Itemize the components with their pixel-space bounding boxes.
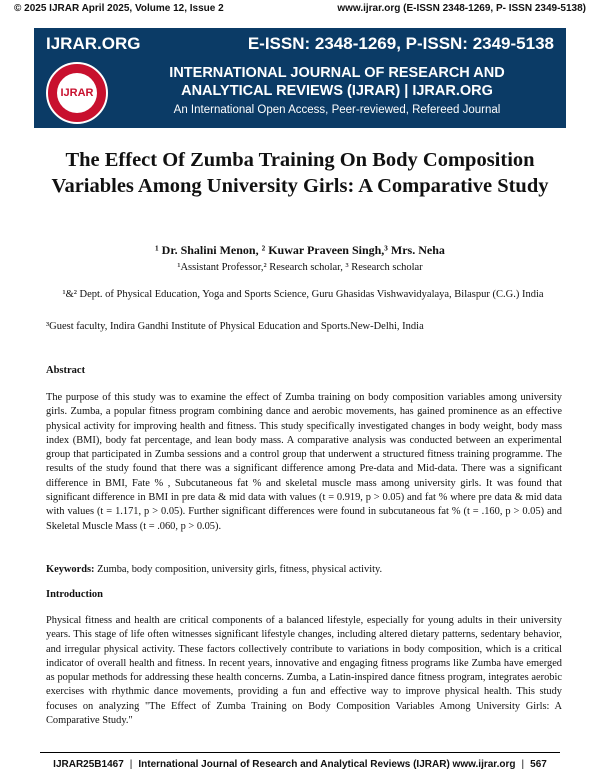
keywords — [46, 563, 562, 577]
page-footer: IJRAR25B1467 | International Journal of Research and Analytical Reviews (IJRAR) www.ijrar.org | 567 — [53, 759, 547, 770]
logo-text: IJRAR — [57, 73, 97, 113]
footer-page-number: 567 — [530, 759, 547, 770]
journal-tagline: An International Open Access, Peer-reviewed, Refereed Journal — [173, 104, 501, 116]
running-header — [14, 3, 586, 14]
introduction-heading: Introduction — [46, 589, 103, 600]
paper-authors: ¹ Dr. Shalini Menon, ² Kuwar Praveen Singh,³ Mrs. Neha — [155, 243, 445, 257]
header-left: © 2025 IJRAR April 2025, Volume 12, Issue 2 — [14, 3, 224, 14]
journal-logo-icon — [46, 62, 108, 124]
abstract-heading: Abstract — [46, 365, 86, 376]
journal-name-line1: INTERNATIONAL JOURNAL OF RESEARCH AND — [169, 65, 505, 81]
author-roles: ¹Assistant Professor,² Research scholar, ³ Research scholar — [177, 262, 423, 273]
journal-name — [118, 64, 556, 100]
keywords-text: Zumba, body composition, university girls, fitness, physical activity. — [94, 564, 383, 575]
keywords-label: Keywords: — [46, 564, 95, 575]
journal-banner — [34, 28, 566, 128]
banner-issn: E-ISSN: 2348-1269, P-ISSN: 2349-5138 — [247, 34, 554, 53]
footer-journal: International Journal of Research and Analytical Reviews (IJRAR) www.ijrar.org — [138, 759, 516, 770]
introduction-text: Physical fitness and health are critical components of a balanced lifestyle, especially for young adults in their university years. This stage of life often witnesses significant lifestyle changes, including altered dietary patterns, sedentary behavior, and irregular physical activity. These factors collectively contribute to variations in body composition, which is a critical indicator of overall health and fitness. In recent years, innovative and engaging fitness programs like Zumba have emerged as popular methods for addressing these health concerns. Zumba, a Latin-inspired dance fitness program, integrates aerobic exercises with rhythmic dance movements, providing a fun and effective way to improve physical health. This study focuses on analyzing "The Effect of Zumba Training on Body Composition Variables Among University Girls: A Comparative Study." — [46, 615, 562, 727]
footer-code: IJRAR25B1467 — [53, 759, 124, 770]
abstract-text: The purpose of this study was to examine the effect of Zumba training on body composition variables among university girls. Zumba, a popular fitness program combining dance and aerobic movements, has gained prominence as an effective physical activity for improving health and fitness. This study specifically investigated changes in body weight, body mass index (BMI), body fat percentage, and lean body mass. A comparative analysis was conducted between an experimental group that participated in Zumba sessions and a control group that underwent a structured fitness training programme. The results of the study found that there was a significant difference among Pre-data and Mid-data. There was a significant difference in BMI, Fate % , Subcutaneous fat % and skeletal muscle mass among university girls. It was found that significant difference in BMI in pre data & mid data with values (t = 0.919, p > 0.05) and fat % where pre data & mid data with values (t = 1.171, p > 0.05). Further significant differences were found in subcutaneous fat % (t = .160, p > 0.05) and Skeletal Muscle Mass (t = .060, p > 0.05). — [46, 392, 562, 532]
header-right: www.ijrar.org (E-ISSN 2348-1269, P- ISSN 2349-5138) — [337, 3, 586, 14]
footer-divider — [40, 752, 560, 753]
banner-site: IJRAR.ORG — [46, 34, 141, 53]
journal-name-line2: ANALYTICAL REVIEWS (IJRAR) | IJRAR.ORG — [181, 83, 493, 99]
affiliation-1: ¹&² Dept. of Physical Education, Yoga and Sports Science, Guru Ghasidas Vishwavidyalaya, Bilaspur (C.G.) India — [62, 289, 544, 300]
paper-title: The Effect Of Zumba Training On Body Composition Variables Among University Girls: A Comparative Study — [51, 149, 549, 197]
banner-top-bar — [34, 28, 566, 60]
affiliation-2: ³Guest faculty, Indira Gandhi Institute of Physical Education and Sports.New-Delhi, India — [46, 321, 424, 332]
